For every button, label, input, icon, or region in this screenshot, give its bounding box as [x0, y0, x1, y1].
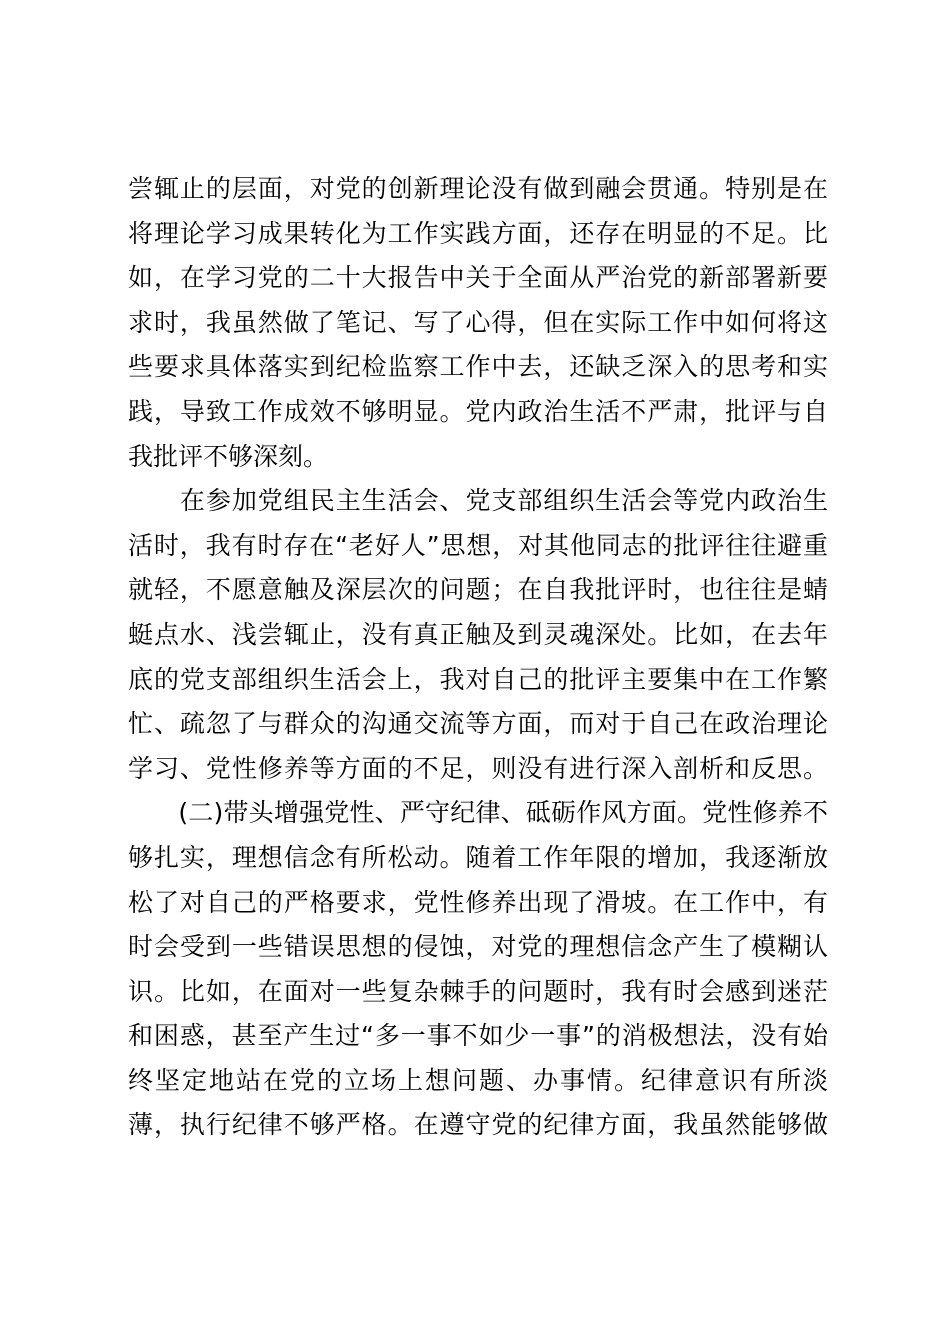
text-line: 尝辄止的层面，对党的创新理论没有做到融会贯通。特别是在: [128, 174, 828, 203]
text-line: 些要求具体落实到纪检监察工作中去，还缺乏深入的思考和实: [128, 352, 828, 382]
text-line: 求时，我虽然做了笔记、写了心得，但在实际工作中如何将这: [128, 307, 828, 337]
text-line: 践，导致工作成效不够明显。党内政治生活不严肃，批评与自: [128, 396, 828, 426]
text-line: 和困惑，甚至产生过“多一事不如少一事”的消极想法，没有始: [128, 1021, 828, 1051]
text-line: 学习、党性修养等方面的不足，则没有进行深入剖析和反思。: [128, 753, 828, 783]
text-line: 时会受到一些错误思想的侵蚀，对党的理想信念产生了模糊认: [128, 932, 828, 962]
text-line: 忙、疏忽了与群众的沟通交流等方面，而对于自己在政治理论: [128, 709, 828, 739]
text-line: 够扎实，理想信念有所松动。随着工作年限的增加，我逐渐放: [128, 842, 828, 872]
text-line: 薄，执行纪律不够严格。在遵守党的纪律方面，我虽然能够做: [128, 1110, 828, 1140]
text-line: 蜓点水、浅尝辄止，没有真正触及到灵魂深处。比如，在去年: [128, 619, 828, 649]
text-line: 松了对自己的严格要求，党性修养出现了滑坡。在工作中，有: [128, 887, 828, 917]
text-line: 将理论学习成果转化为工作实践方面，还存在明显的不足。比: [128, 218, 828, 248]
text-line: 我批评不够深刻。: [128, 441, 329, 471]
text-line: (二)带头增强党性、严守纪律、砥砺作风方面。党性修养不: [128, 798, 828, 828]
text-line: 就轻，不愿意触及深层次的问题；在自我批评时，也往往是蜻: [128, 575, 828, 605]
text-line: 底的党支部组织生活会上，我对自己的批评主要集中在工作繁: [128, 664, 828, 694]
text-line: 活时，我有时存在“老好人”思想，对其他同志的批评往往避重: [128, 530, 828, 560]
text-line: 识。比如，在面对一些复杂棘手的问题时，我有时会感到迷茫: [128, 976, 828, 1006]
text-line: 在参加党组民主生活会、党支部组织生活会等党内政治生: [128, 486, 828, 516]
body-text: [128, 167, 828, 1148]
text-line: 如，在学习党的二十大报告中关于全面从严治党的新部署新要: [128, 263, 828, 293]
text-line: 终坚定地站在党的立场上想问题、办事情。纪律意识有所淡: [128, 1065, 828, 1095]
